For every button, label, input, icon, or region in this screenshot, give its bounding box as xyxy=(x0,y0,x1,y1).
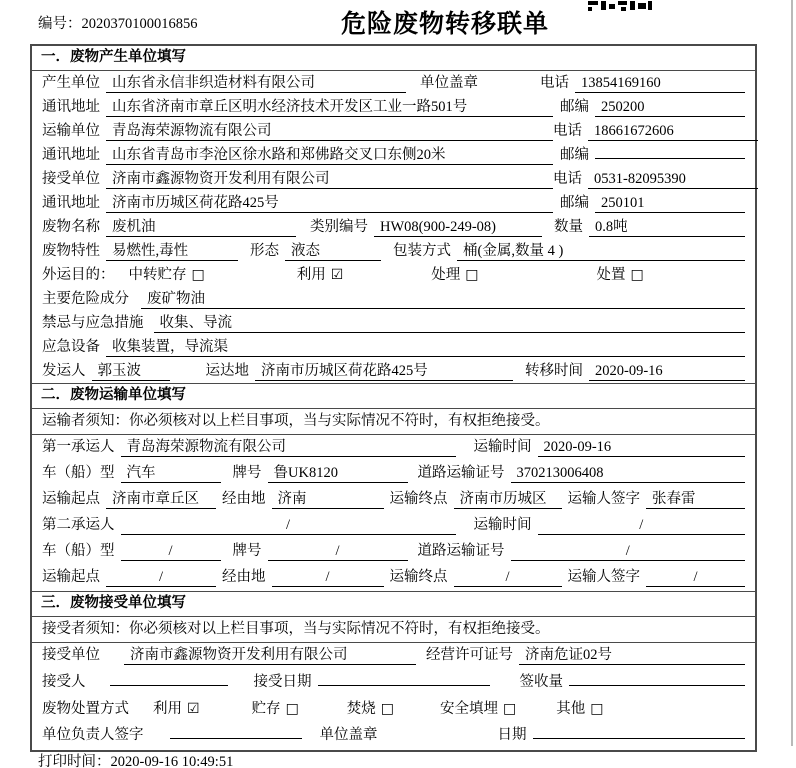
vehicle2-type-label: 车（船）型 xyxy=(42,543,115,559)
route1-via-value: 济南 xyxy=(272,487,384,509)
transport-time2-label: 运输时间 xyxy=(473,517,532,533)
receiver-value: 济南市鑫源物资开发利用有限公司 xyxy=(106,167,553,189)
permit-label: 经营许可证号 xyxy=(426,647,513,663)
producer-phone-value: 13854169160 xyxy=(575,75,745,93)
route2-end-value: / xyxy=(454,569,562,587)
receiver-row xyxy=(32,167,755,191)
disposal-option-store: 贮存 □ xyxy=(251,701,299,717)
unit-seal-label2: 单位盖章 xyxy=(319,727,378,743)
route1-end-label: 运输终点 xyxy=(389,491,448,507)
route1-sign-label: 运输人签字 xyxy=(567,491,640,507)
disposal-method-label: 废物处置方式 xyxy=(42,701,129,717)
qr-code-icon xyxy=(588,0,652,11)
dispatcher-label: 发运人 xyxy=(42,363,86,379)
second-carrier-row xyxy=(32,513,755,539)
waste-qty-label: 数量 xyxy=(554,219,583,235)
transport-time1-label: 运输时间 xyxy=(473,439,532,455)
waste-code-label: 类别编号 xyxy=(310,219,368,235)
route2-sign-label: 运输人签字 xyxy=(567,569,640,585)
section1-title: 一．废物产生单位填写 xyxy=(32,46,755,71)
disposal-method-row xyxy=(32,697,755,723)
emergency-measures-value: 收集、导流 xyxy=(154,311,746,333)
checkbox-unchecked-icon: □ xyxy=(465,267,479,283)
receiver-notice-text: 接受者须知：你必须核对以上栏目事项，当与实际情况不符时，有权拒绝接受。 xyxy=(42,621,550,637)
transporter-address-value: 山东省青岛市李沧区徐水路和郑佛路交叉口东侧20米 xyxy=(106,143,553,165)
road-license1-label: 道路运输证号 xyxy=(417,465,505,481)
dispatcher-value: 郭玉波 xyxy=(92,359,170,381)
route1-via-label: 经由地 xyxy=(222,491,266,507)
acceptance-row xyxy=(32,670,755,697)
route2-via-label: 经由地 xyxy=(222,569,266,585)
second-carrier-label: 第二承运人 xyxy=(42,517,115,533)
first-carrier-label: 第一承运人 xyxy=(42,439,115,455)
purpose-option-utilize: 利用 ☑ xyxy=(296,267,344,283)
received-qty-label: 签收量 xyxy=(519,674,563,690)
section2-title: 二．废物运输单位填写 xyxy=(32,383,755,409)
emergency-equipment-value: 收集装置，导流渠 xyxy=(106,335,745,357)
route2-via-value: / xyxy=(272,569,384,587)
transporter-notice-text: 运输者须知：你必须核对以上栏目事项，当与实际情况不符时，有权拒绝接受。 xyxy=(42,413,550,429)
waste-code-value: HW08(900-249-08) xyxy=(374,219,542,237)
waste-traits-value: 易燃性,毒性 xyxy=(106,239,238,261)
producer-address-row xyxy=(32,95,755,119)
route2-row xyxy=(32,565,755,591)
signoff-row xyxy=(32,723,755,750)
transporter-row xyxy=(32,119,755,143)
transfer-purpose-label: 外运目的： xyxy=(42,267,115,283)
packing-value: 桶(金属,数量 4 ) xyxy=(457,239,745,261)
transport-time1-value: 2020-09-16 xyxy=(538,439,746,457)
print-time-value: 2020-09-16 10:49:51 xyxy=(110,754,234,768)
receiver-address-label: 通讯地址 xyxy=(42,195,100,211)
waste-qty-value: 0.8吨 xyxy=(589,215,745,237)
accepting-unit-label: 接受单位 xyxy=(42,647,100,663)
route1-end-value: 济南市历城区 xyxy=(454,487,562,509)
section3-body xyxy=(32,617,755,750)
waste-name-row xyxy=(32,215,755,239)
acceptor-value xyxy=(110,685,228,686)
plate2-label: 牌号 xyxy=(232,543,262,559)
purpose-option-treat: 处理 □ xyxy=(431,267,479,283)
seal-date-value xyxy=(533,738,746,739)
emergency-measures-row xyxy=(32,311,755,335)
receiver-notice-row xyxy=(32,617,755,643)
route2-origin-label: 运输起点 xyxy=(42,569,100,585)
checkbox-unchecked-icon: □ xyxy=(503,701,517,717)
serial-value: 2020370100016856 xyxy=(81,16,198,32)
received-qty-value xyxy=(569,685,745,686)
destination-label: 运达地 xyxy=(205,363,249,379)
destination-value: 济南市历城区荷花路425号 xyxy=(255,359,513,381)
vehicle2-row xyxy=(32,539,755,565)
hazard-component-row xyxy=(32,287,755,311)
plate1-value: 鲁UK8120 xyxy=(268,461,408,483)
checkbox-unchecked-icon: □ xyxy=(590,701,604,717)
route2-origin-value: / xyxy=(106,569,216,587)
transport-time2-value: / xyxy=(538,517,746,535)
disposal-option-utilize: 利用 ☑ xyxy=(153,701,200,717)
vehicle1-type-label: 车（船）型 xyxy=(42,465,115,481)
plate2-value: / xyxy=(268,543,408,561)
transporter-value: 青岛海荣源物流有限公司 xyxy=(106,119,553,141)
producer-zip-value: 250200 xyxy=(595,99,745,117)
packing-label: 包装方式 xyxy=(393,243,451,259)
checkbox-unchecked-icon: □ xyxy=(380,701,395,717)
transfer-time-value: 2020-09-16 xyxy=(589,363,745,381)
checkbox-unchecked-icon: □ xyxy=(191,267,205,283)
vehicle2-type-value: / xyxy=(121,543,221,561)
producer-label: 产生单位 xyxy=(42,75,100,91)
responsible-sign-value xyxy=(170,738,302,739)
first-carrier-row xyxy=(32,435,755,461)
waste-name-value: 废机油 xyxy=(106,215,296,237)
acceptor-label: 接受人 xyxy=(42,674,86,690)
disposal-option-other: 其他 □ xyxy=(556,701,604,717)
receiver-phone-value: 0531-82095390 xyxy=(588,171,758,189)
waste-name-label: 废物名称 xyxy=(42,219,100,235)
transporter-address-row xyxy=(32,143,755,167)
transfer-time-label: 转移时间 xyxy=(525,363,583,379)
seal-date-label: 日期 xyxy=(497,727,527,743)
accept-date-value xyxy=(318,685,490,686)
plate1-label: 牌号 xyxy=(232,465,262,481)
producer-value: 山东省永信非织造材料有限公司 xyxy=(106,71,406,93)
emergency-equipment-row xyxy=(32,335,755,359)
waste-form-value: 液态 xyxy=(285,239,381,261)
first-carrier-value: 青岛海荣源物流有限公司 xyxy=(121,435,456,457)
print-time xyxy=(38,750,233,768)
accepting-unit-value: 济南市鑫源物资开发利用有限公司 xyxy=(124,643,416,665)
hazard-component-label: 主要危险成分 xyxy=(42,291,129,307)
transporter-zip-value xyxy=(595,158,745,159)
second-carrier-value: / xyxy=(121,517,456,535)
permit-value: 济南危证02号 xyxy=(519,643,745,665)
receiver-label: 接受单位 xyxy=(42,171,100,187)
checkbox-checked-icon: ☑ xyxy=(330,267,344,283)
emergency-equipment-label: 应急设备 xyxy=(42,339,100,355)
waste-form-label: 形态 xyxy=(250,243,279,259)
road-license2-label: 道路运输证号 xyxy=(417,543,505,559)
section3-title: 三．废物接受单位填写 xyxy=(32,591,755,617)
accept-date-label: 接受日期 xyxy=(253,674,312,690)
checkbox-unchecked-icon: □ xyxy=(285,701,299,717)
responsible-sign-label: 单位负责人签字 xyxy=(42,727,144,743)
manifest-form xyxy=(30,44,757,752)
route1-origin-label: 运输起点 xyxy=(42,491,100,507)
transporter-phone-value: 18661672606 xyxy=(588,123,758,141)
producer-phone-label: 电话 xyxy=(540,75,569,91)
route1-row xyxy=(32,487,755,513)
route1-origin-value: 济南市章丘区 xyxy=(106,487,216,509)
disposal-option-incinerate: 焚烧 □ xyxy=(346,701,395,717)
transporter-notice-row xyxy=(32,409,755,435)
disposal-option-landfill: 安全填埋 □ xyxy=(440,701,517,717)
transporter-address-label: 通讯地址 xyxy=(42,147,100,163)
checkbox-checked-icon: ☑ xyxy=(187,701,200,717)
waste-traits-row xyxy=(32,239,755,263)
emergency-measures-label: 禁忌与应急措施 xyxy=(42,315,144,331)
receiver-zip-label: 邮编 xyxy=(560,195,589,211)
purpose-option-transfer-storage: 中转贮存 □ xyxy=(128,267,205,283)
dispatch-row xyxy=(32,359,755,383)
vehicle1-row xyxy=(32,461,755,487)
checkbox-unchecked-icon: □ xyxy=(630,267,644,283)
transporter-phone-label: 电话 xyxy=(553,123,582,139)
accepting-unit-row xyxy=(32,643,755,670)
transporter-label: 运输单位 xyxy=(42,123,100,139)
unit-seal-label: 单位盖章 xyxy=(420,75,478,91)
road-license1-value: 370213006408 xyxy=(511,465,746,483)
producer-address-label: 通讯地址 xyxy=(42,99,100,115)
section1-body xyxy=(32,71,755,383)
vehicle1-type-value: 汽车 xyxy=(121,461,221,483)
route2-sign-value: / xyxy=(646,569,745,587)
producer-address-value: 山东省济南市章丘区明水经济技术开发区工业一路501号 xyxy=(106,95,553,117)
producer-zip-label: 邮编 xyxy=(560,99,589,115)
producer-row xyxy=(32,71,755,95)
serial-label: 编号： xyxy=(38,16,82,32)
receiver-phone-label: 电话 xyxy=(553,171,582,187)
receiver-address-value: 济南市历城区荷花路425号 xyxy=(106,191,553,213)
print-time-label: 打印时间： xyxy=(38,754,111,768)
scan-edge-divider xyxy=(791,0,793,746)
page-title: 危险废物转移联单 xyxy=(340,11,549,38)
route1-sign-value: 张春雷 xyxy=(646,487,745,509)
transporter-zip-label: 邮编 xyxy=(560,147,589,163)
transfer-purpose-row xyxy=(32,263,755,287)
road-license2-value: / xyxy=(511,543,746,561)
purpose-option-dispose: 处置 □ xyxy=(596,267,644,283)
receiver-zip-value: 250101 xyxy=(595,195,745,213)
route2-end-label: 运输终点 xyxy=(389,569,448,585)
receiver-address-row xyxy=(32,191,755,215)
hazard-component-value: 废矿物油 xyxy=(141,287,745,309)
section2-body xyxy=(32,409,755,591)
waste-traits-label: 废物特性 xyxy=(42,243,100,259)
